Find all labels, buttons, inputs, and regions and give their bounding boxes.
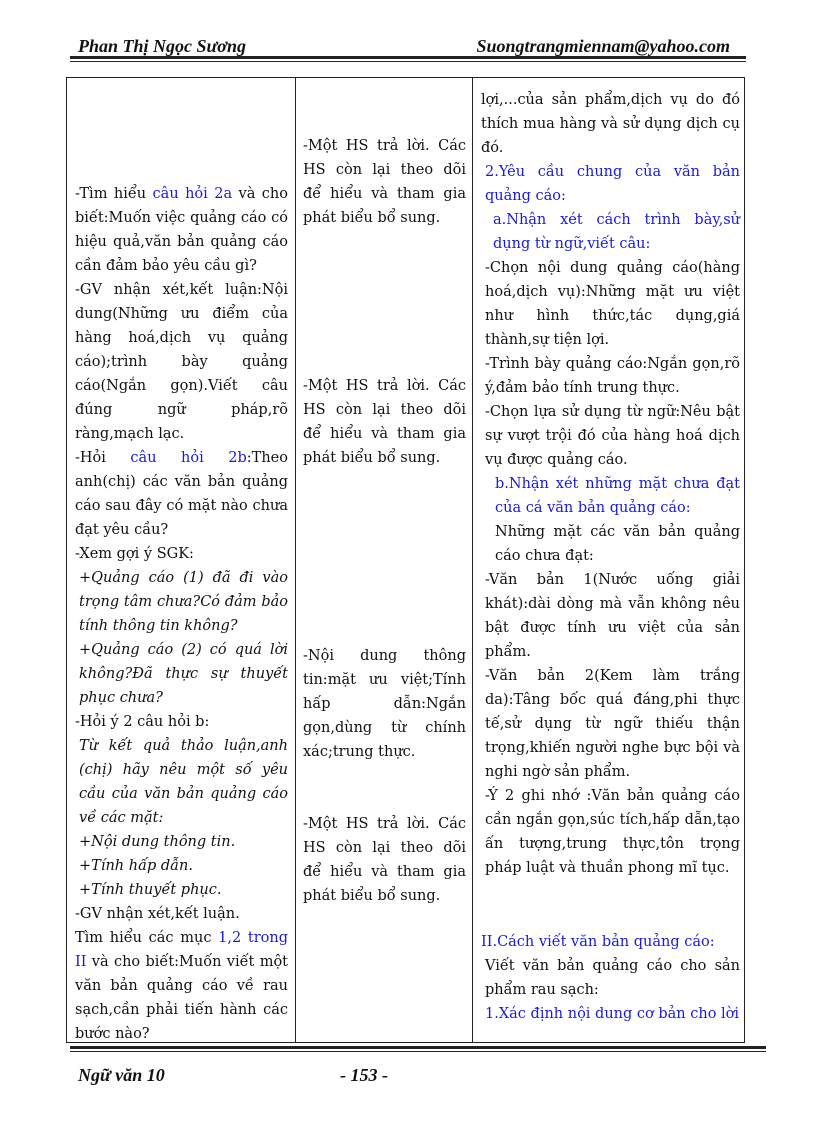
header-author: Phan Thị Ngọc Sương — [78, 36, 246, 56]
footer-book-title: Ngữ văn 10 — [78, 1065, 165, 1085]
student-text: -Một HS trả lời. Các HS còn lại theo dõi để hiểu và tham gia phát biểu bổ sung. — [303, 138, 466, 226]
subheading-1: 1.Xác định nội dung cơ bản cho lời — [485, 1006, 740, 1022]
subheading-b: b.Nhận xét những mặt chưa đạt của cá văn bản quảng cáo: — [495, 476, 740, 516]
content-column — [473, 78, 746, 1042]
footer-rule-thin — [70, 1051, 766, 1052]
student-activities-column — [296, 78, 473, 1042]
activity-text: -GV nhận xét,kết luận. — [75, 906, 240, 922]
content-text: lợi,...của sản phẩm,dịch vụ do đó thích mua hàng và sử dụng dịch cụ đó. — [481, 92, 740, 156]
question-2a-link: câu hỏi 2a — [152, 186, 233, 202]
content-text: -Trình bày quảng cáo:Ngắn gọn,rõ ý,đảm bảo tính trung thực. — [485, 356, 740, 396]
hint-text: +Tính hấp dẫn. — [79, 858, 193, 874]
section-link: 1,2 trong II — [75, 930, 288, 970]
student-response — [303, 134, 466, 230]
section-heading-ii: II.Cách viết văn bản quảng cáo: — [481, 934, 715, 950]
teacher-activities-column — [67, 78, 296, 1042]
content-text: -Chọn lựa sử dụng từ ngữ:Nêu bật sự vượt trội đó của hàng hoá dịch vụ được quảng cáo. — [485, 404, 740, 468]
lesson-table — [66, 77, 745, 1043]
activity-text: -Tìm hiểu câu hỏi 2a và cho biết:Muốn việc quảng cáo có hiệu quả,văn bản quảng cáo cần đảm bảo yêu cầu gì? — [75, 186, 288, 274]
content-block-ii — [481, 930, 740, 1026]
student-response — [303, 644, 466, 764]
student-text: -Nội dung thông tin:mặt ưu việt;Tính hấp dẫn:Ngắn gọn,dùng từ chính xác;trung thực. — [303, 648, 466, 760]
section-heading-2: 2.Yêu cầu chung của văn bản quảng cáo: — [485, 164, 740, 204]
hint-text: +Quảng cáo (1) đã đi vào trọng tâm chưa?Có đảm bảo tính thông tin không? — [79, 570, 288, 634]
question-2b-link: câu hỏi 2b — [130, 450, 247, 466]
content-text: -Chọn nội dung quảng cáo(hàng hoá,dịch vụ):Những mặt ưu việt như hình thức,tác dụng,giá thành,sự tiện lợi. — [485, 260, 740, 348]
student-text: -Một HS trả lời. Các HS còn lại theo dõi để hiểu và tham gia phát biểu bổ sung. — [303, 378, 466, 466]
header-rule — [70, 56, 746, 59]
footer-rule — [70, 1046, 766, 1049]
page-footer — [78, 1065, 738, 1089]
content-text: Những mặt các văn bản quảng cáo chưa đạt: — [495, 524, 740, 564]
student-response — [303, 812, 466, 908]
activity-text: -Xem gợi ý SGK: — [75, 546, 194, 562]
activity-text: -Hỏi câu hỏi 2b:Theo anh(chị) các văn bản quảng cáo sau đây có mặt nào chưa đạt yêu cầu? — [75, 450, 288, 538]
content-text: -Văn bản 1(Nước uống giải khát):dài dòng mà vẫn không nêu bật được tính ưu việt của sản phẩm. — [485, 572, 740, 660]
content-text: -Văn bản 2(Kem làm trắng da):Tâng bốc quá đáng,phi thực tế,sử dụng từ ngữ thiếu thận trọng,khiến người nghe bực bội và nghi ngờ sản phẩm. — [485, 668, 740, 780]
activity-text: -Hỏi ý 2 câu hỏi b: — [75, 714, 210, 730]
hint-text: +Nội dung thông tin. — [79, 834, 236, 850]
header-rule-thin — [70, 61, 746, 62]
activity-block-2a — [75, 182, 288, 1046]
hint-text: Từ kết quả thảo luận,anh (chị) hãy nêu một số yêu cầu của văn bản quảng cáo về các mặt: — [79, 738, 288, 826]
hint-text: +Quảng cáo (2) có quá lời không?Đã thực sự thuyết phục chưa? — [79, 642, 288, 706]
header-email: Suongtrangmiennam@yahoo.com — [476, 36, 730, 56]
student-response — [303, 374, 466, 470]
activity-text: Tìm hiểu các mục 1,2 trong II và cho biết:Muốn viết một văn bản quảng cáo về rau sạch,cần phải tiến hành các bước nào? — [75, 930, 288, 1042]
page-header — [70, 36, 746, 58]
student-text: -Một HS trả lời. Các HS còn lại theo dõi để hiểu và tham gia phát biểu bổ sung. — [303, 816, 466, 904]
page-number: - 153 - — [340, 1065, 388, 1085]
content-text: Viết văn bản quảng cáo cho sản phẩm rau sạch: — [485, 958, 740, 998]
content-block — [481, 88, 740, 880]
content-text: -Ý 2 ghi nhớ :Văn bản quảng cáo cần ngắn gọn,súc tích,hấp dẫn,tạo ấn tượng,trung thực,tôn trọng pháp luật và thuần phong mĩ tục. — [485, 788, 740, 876]
subheading-a: a.Nhận xét cách trình bày,sử dụng từ ngữ,viết câu: — [493, 212, 740, 252]
activity-text: -GV nhận xét,kết luận:Nội dung(Những ưu điểm của hàng hoá,dịch vụ quảng cáo);trình bày quảng cáo(Ngắn gọn).Viết câu đúng ngữ pháp,rõ ràng,mạch lạc. — [75, 282, 288, 442]
hint-text: +Tính thuyết phục. — [79, 882, 222, 898]
